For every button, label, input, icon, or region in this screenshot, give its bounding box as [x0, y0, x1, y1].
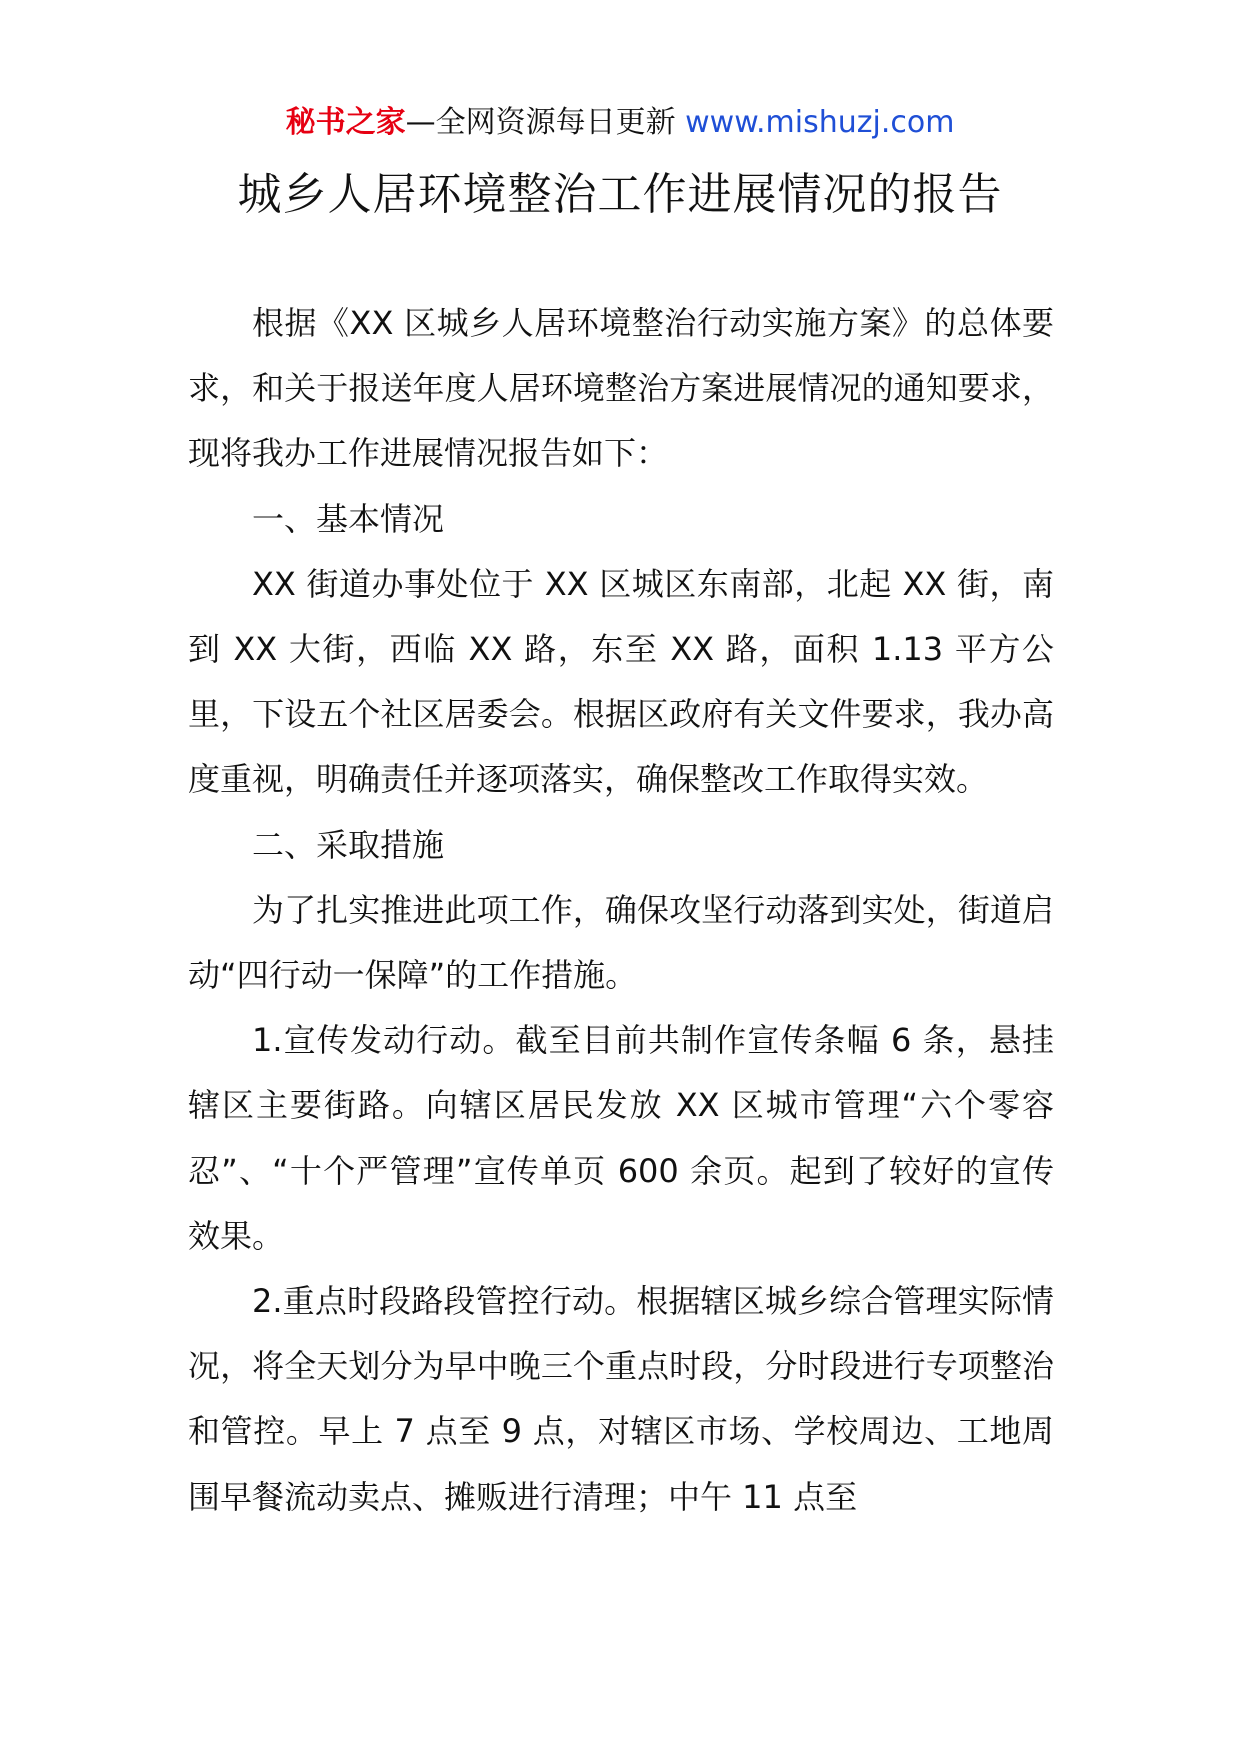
paragraph-measure-2: 2.重点时段路段管控行动。根据辖区城乡综合管理实际情况，将全天划分为早中晚三个重点时段，分时段进行专项整治和管控。早上 7 点至 9 点，对辖区市场、学校周边、工地周围早餐流动卖点、摊贩进行清理；中午 11 点至 — [188, 1282, 1054, 1516]
site-brand: 秘书之家 — [285, 105, 406, 140]
site-header — [0, 98, 1240, 148]
document-title: 城乡人居环境整治工作进展情况的报告 — [237, 169, 1003, 220]
paragraph-measure-1: 1.宣传发动行动。截至目前共制作宣传条幅 6 条，悬挂辖区主要街路。向辖区居民发放 XX 区城市管理“六个零容忍”、“十个严管理”宣传单页 600 余页。起到了较好的宣传效果。 — [188, 1021, 1054, 1255]
section-heading-measures: 二、采取措施 — [252, 825, 445, 864]
section-heading-basic: 一、基本情况 — [252, 499, 445, 538]
site-slogan: —全网资源每日更新 — [405, 105, 686, 140]
paragraph-basic-info: XX 街道办事处位于 XX 区城区东南部，北起 XX 街，南到 XX 大街，西临 XX 路，东至 XX 路，面积 1.13 平方公里，下设五个社区居委会。根据区政府有关文件要求，我办高度重视，明确责任并逐项落实，确保整改工作取得实效。 — [188, 564, 1054, 799]
site-url-link[interactable]: www.mishuzj.com — [685, 105, 955, 140]
paragraph-measures-intro: 为了扎实推进此项工作，确保攻坚行动落到实处，街道启动“四行动一保障”的工作措施。 — [188, 890, 1054, 995]
document-body — [188, 291, 1054, 1530]
paragraph-intro: 根据《XX 区城乡人居环境整治行动实施方案》的总体要求，和关于报送年度人居环境整治方案进展情况的通知要求，现将我办工作进展情况报告如下： — [188, 304, 1054, 473]
